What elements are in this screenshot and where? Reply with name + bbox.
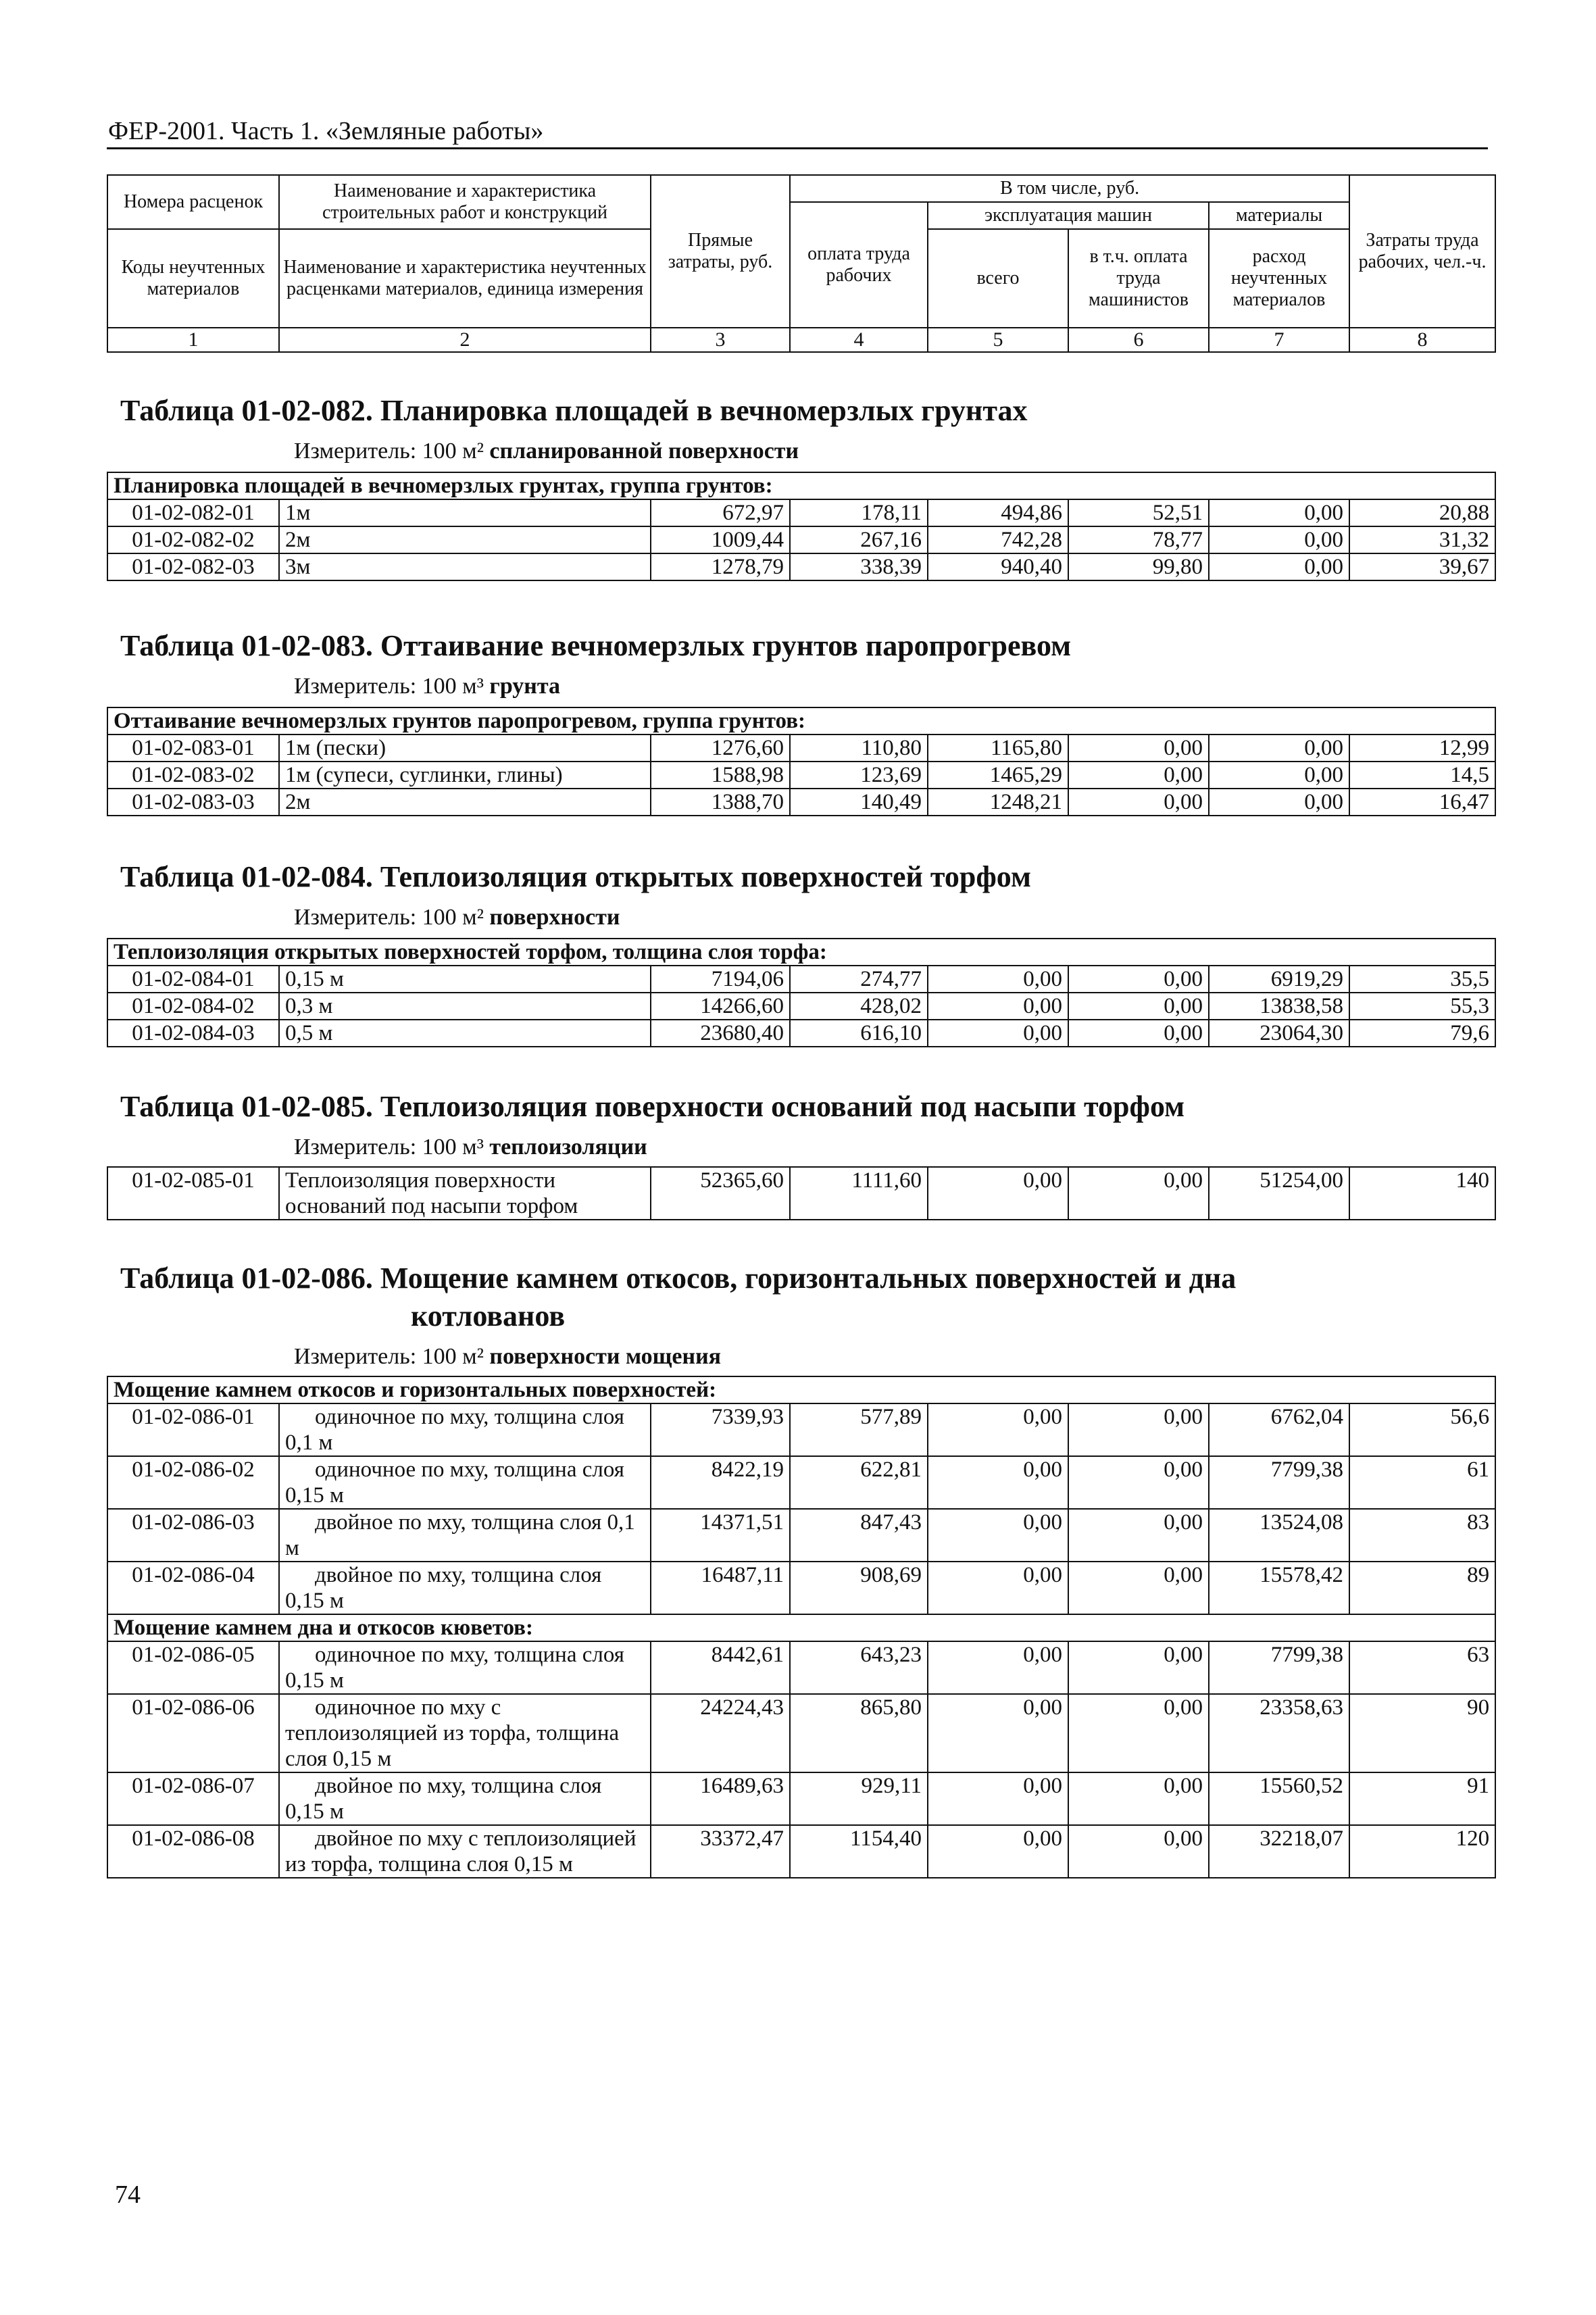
direct-costs: 14371,51 — [651, 1509, 790, 1562]
header-labor-hours: Затраты труда рабочих, чел.-ч. — [1349, 175, 1495, 328]
rate-code: 01-02-086-05 — [107, 1641, 279, 1694]
rate-code: 01-02-084-03 — [107, 1020, 279, 1047]
table-row — [107, 1825, 1495, 1878]
workers-pay: 908,69 — [790, 1562, 928, 1614]
table-083-title: Таблица 01-02-083. Оттаивание вечномерзлых грунтов паропрогревом — [120, 629, 1072, 662]
table-row — [107, 789, 1495, 816]
machinists-pay: 0,00 — [1068, 1772, 1209, 1825]
workers-pay: 847,43 — [790, 1509, 928, 1562]
measure-label: Измеритель: 100 м² — [294, 439, 490, 464]
direct-costs: 672,97 — [651, 499, 790, 526]
machinists-pay: 0,00 — [1068, 1641, 1209, 1694]
materials: 6762,04 — [1209, 1403, 1349, 1456]
machinists-pay: 0,00 — [1068, 966, 1209, 993]
labor-hours: 55,3 — [1349, 993, 1495, 1020]
rate-code: 01-02-086-03 — [107, 1509, 279, 1562]
machinists-pay: 0,00 — [1068, 1456, 1209, 1509]
machinists-pay: 0,00 — [1068, 1509, 1209, 1562]
machines-total: 1465,29 — [928, 762, 1068, 789]
direct-costs: 1588,98 — [651, 762, 790, 789]
materials: 13524,08 — [1209, 1509, 1349, 1562]
machinists-pay: 0,00 — [1068, 789, 1209, 816]
rate-code: 01-02-082-03 — [107, 553, 279, 580]
header-including: В том числе, руб. — [790, 175, 1349, 202]
materials: 23064,30 — [1209, 1020, 1349, 1047]
machines-total: 0,00 — [928, 1562, 1068, 1614]
table-084 — [107, 938, 1496, 1047]
machines-total: 0,00 — [928, 1403, 1068, 1456]
work-name: двойное по мху с теплоизоляцией из торфа, толщина слоя 0,15 м — [279, 1825, 651, 1878]
measure-label: Измеритель: 100 м² — [294, 1344, 490, 1369]
table-083-measure — [294, 673, 560, 700]
table-row — [107, 553, 1495, 580]
table-row — [107, 1167, 1495, 1220]
workers-pay: 123,69 — [790, 762, 928, 789]
labor-hours: 61 — [1349, 1456, 1495, 1509]
header-num-5: 5 — [928, 328, 1068, 352]
header-work-name: Наименование и характеристика строительных работ и конструкций — [279, 175, 651, 229]
labor-hours: 140 — [1349, 1167, 1495, 1220]
header-workers-pay: оплата труда рабочих — [790, 202, 928, 328]
work-name: двойное по мху, толщина слоя 0,1 м — [279, 1509, 651, 1562]
header-num-4: 4 — [790, 328, 928, 352]
machinists-pay: 0,00 — [1068, 1020, 1209, 1047]
header-material-names: Наименование и характеристика неучтенных расценками материалов, единица измерения — [279, 229, 651, 328]
machines-total: 494,86 — [928, 499, 1068, 526]
labor-hours: 90 — [1349, 1694, 1495, 1772]
materials: 32218,07 — [1209, 1825, 1349, 1878]
table-row — [107, 1456, 1495, 1509]
table-row — [107, 993, 1495, 1020]
machines-total: 0,00 — [928, 1509, 1068, 1562]
table-085-measure — [294, 1134, 647, 1161]
measure-value: теплоизоляции — [489, 1135, 647, 1160]
workers-pay: 616,10 — [790, 1020, 928, 1047]
labor-hours: 12,99 — [1349, 735, 1495, 762]
table-086 — [107, 1376, 1496, 1878]
table-082-measure — [294, 438, 799, 465]
materials: 0,00 — [1209, 553, 1349, 580]
machines-total: 0,00 — [928, 1772, 1068, 1825]
work-name: одиночное по мху, толщина слоя 0,15 м — [279, 1456, 651, 1509]
header-machinists-pay: в т.ч. оплата труда машинистов — [1068, 229, 1209, 328]
group-label: Мощение камнем откосов и горизонтальных поверхностей: — [107, 1376, 1495, 1403]
rate-code: 01-02-086-01 — [107, 1403, 279, 1456]
rate-code: 01-02-086-02 — [107, 1456, 279, 1509]
rate-code: 01-02-086-06 — [107, 1694, 279, 1772]
measure-label: Измеритель: 100 м² — [294, 905, 490, 930]
work-name: 1м (пески) — [279, 735, 651, 762]
machinists-pay: 0,00 — [1068, 1562, 1209, 1614]
machines-total: 0,00 — [928, 1020, 1068, 1047]
rate-code: 01-02-082-01 — [107, 499, 279, 526]
table-row — [107, 762, 1495, 789]
labor-hours: 14,5 — [1349, 762, 1495, 789]
table-082-title: Таблица 01-02-082. Планировка площадей в вечномерзлых грунтах — [120, 394, 1028, 427]
measure-value: поверхности мощения — [489, 1344, 722, 1369]
materials: 51254,00 — [1209, 1167, 1349, 1220]
labor-hours: 89 — [1349, 1562, 1495, 1614]
direct-costs: 8422,19 — [651, 1456, 790, 1509]
table-row — [107, 1641, 1495, 1694]
group-label: Теплоизоляция открытых поверхностей торфом, толщина слоя торфа: — [107, 939, 1495, 966]
materials: 7799,38 — [1209, 1456, 1349, 1509]
machinists-pay: 99,80 — [1068, 553, 1209, 580]
work-name: двойное по мху, толщина слоя 0,15 м — [279, 1772, 651, 1825]
machinists-pay: 0,00 — [1068, 993, 1209, 1020]
workers-pay: 1111,60 — [790, 1167, 928, 1220]
measure-label: Измеритель: 100 м³ — [294, 1135, 490, 1160]
work-name: 2м — [279, 526, 651, 553]
table-085-title: Таблица 01-02-085. Теплоизоляция поверхности оснований под насыпи торфом — [120, 1090, 1185, 1123]
table-row — [107, 1772, 1495, 1825]
machines-total: 0,00 — [928, 1825, 1068, 1878]
rate-code: 01-02-082-02 — [107, 526, 279, 553]
table-row — [107, 1403, 1495, 1456]
table-row — [107, 1694, 1495, 1772]
work-name: двойное по мху, толщина слоя 0,15 м — [279, 1562, 651, 1614]
header-num-1: 1 — [107, 328, 279, 352]
rate-code: 01-02-083-03 — [107, 789, 279, 816]
table-086-title: Таблица 01-02-086. Мощение камнем откосов, горизонтальных поверхностей и дна — [120, 1262, 1237, 1295]
workers-pay: 267,16 — [790, 526, 928, 553]
direct-costs: 14266,60 — [651, 993, 790, 1020]
labor-hours: 79,6 — [1349, 1020, 1495, 1047]
machinists-pay: 0,00 — [1068, 1167, 1209, 1220]
workers-pay: 338,39 — [790, 553, 928, 580]
materials: 0,00 — [1209, 789, 1349, 816]
work-name: одиночное по мху, толщина слоя 0,1 м — [279, 1403, 651, 1456]
rate-code: 01-02-084-01 — [107, 966, 279, 993]
workers-pay: 622,81 — [790, 1456, 928, 1509]
machines-total: 940,40 — [928, 553, 1068, 580]
materials: 0,00 — [1209, 499, 1349, 526]
machinists-pay: 0,00 — [1068, 735, 1209, 762]
direct-costs: 16487,11 — [651, 1562, 790, 1614]
direct-costs: 52365,60 — [651, 1167, 790, 1220]
measure-value: поверхности — [489, 905, 620, 930]
machinists-pay: 0,00 — [1068, 1694, 1209, 1772]
labor-hours: 56,6 — [1349, 1403, 1495, 1456]
measure-value: спланированной поверхности — [489, 439, 799, 464]
workers-pay: 865,80 — [790, 1694, 928, 1772]
labor-hours: 120 — [1349, 1825, 1495, 1878]
group-label: Оттаивание вечномерзлых грунтов паропрогревом, группа грунтов: — [107, 707, 1495, 735]
materials: 0,00 — [1209, 762, 1349, 789]
machines-total: 1248,21 — [928, 789, 1068, 816]
head-rule — [107, 147, 1488, 149]
machines-total: 0,00 — [928, 966, 1068, 993]
header-rates-number: Номера расценок — [107, 175, 279, 229]
workers-pay: 140,49 — [790, 789, 928, 816]
materials: 13838,58 — [1209, 993, 1349, 1020]
group-label: Планировка площадей в вечномерзлых грунтах, группа грунтов: — [107, 472, 1495, 499]
work-name: одиночное по мху, толщина слоя 0,15 м — [279, 1641, 651, 1694]
direct-costs: 23680,40 — [651, 1020, 790, 1047]
direct-costs: 1278,79 — [651, 553, 790, 580]
workers-pay: 577,89 — [790, 1403, 928, 1456]
machines-total: 0,00 — [928, 993, 1068, 1020]
measure-value: грунта — [489, 674, 560, 699]
direct-costs: 8442,61 — [651, 1641, 790, 1694]
running-head: ФЕР-2001. Часть 1. «Земляные работы» — [108, 117, 544, 145]
work-name: 0,5 м — [279, 1020, 651, 1047]
machines-total: 0,00 — [928, 1456, 1068, 1509]
work-name: 2м — [279, 789, 651, 816]
table-084-measure — [294, 904, 620, 931]
materials: 0,00 — [1209, 526, 1349, 553]
materials: 6919,29 — [1209, 966, 1349, 993]
workers-pay: 428,02 — [790, 993, 928, 1020]
work-name: одиночное по мху с теплоизоляцией из торфа, толщина слоя 0,15 м — [279, 1694, 651, 1772]
rate-code: 01-02-083-02 — [107, 762, 279, 789]
table-row — [107, 966, 1495, 993]
machines-total: 0,00 — [928, 1641, 1068, 1694]
rate-code: 01-02-086-07 — [107, 1772, 279, 1825]
direct-costs: 33372,47 — [651, 1825, 790, 1878]
direct-costs: 16489,63 — [651, 1772, 790, 1825]
table-row — [107, 1020, 1495, 1047]
rate-code: 01-02-083-01 — [107, 735, 279, 762]
machinists-pay: 78,77 — [1068, 526, 1209, 553]
header-num-7: 7 — [1209, 328, 1349, 352]
header-materials: материалы — [1209, 202, 1349, 229]
labor-hours: 39,67 — [1349, 553, 1495, 580]
header-machines: эксплуатация машин — [928, 202, 1209, 229]
machinists-pay: 0,00 — [1068, 1825, 1209, 1878]
machinists-pay: 52,51 — [1068, 499, 1209, 526]
header-num-6: 6 — [1068, 328, 1209, 352]
header-material-codes: Коды неучтенных материалов — [107, 229, 279, 328]
rate-code: 01-02-085-01 — [107, 1167, 279, 1220]
labor-hours: 20,88 — [1349, 499, 1495, 526]
workers-pay: 929,11 — [790, 1772, 928, 1825]
materials: 0,00 — [1209, 735, 1349, 762]
labor-hours: 63 — [1349, 1641, 1495, 1694]
table-086-measure — [294, 1343, 721, 1370]
page-number: 74 — [115, 2181, 141, 2209]
measure-label: Измеритель: 100 м³ — [294, 674, 490, 699]
labor-hours: 35,5 — [1349, 966, 1495, 993]
work-name: Теплоизоляция поверхности оснований под насыпи торфом — [279, 1167, 651, 1220]
header-num-3: 3 — [651, 328, 790, 352]
labor-hours: 31,32 — [1349, 526, 1495, 553]
table-row — [107, 499, 1495, 526]
direct-costs: 1388,70 — [651, 789, 790, 816]
header-num-8: 8 — [1349, 328, 1495, 352]
machinists-pay: 0,00 — [1068, 762, 1209, 789]
machinists-pay: 0,00 — [1068, 1403, 1209, 1456]
workers-pay: 274,77 — [790, 966, 928, 993]
rate-code: 01-02-086-08 — [107, 1825, 279, 1878]
workers-pay: 643,23 — [790, 1641, 928, 1694]
table-085 — [107, 1166, 1496, 1220]
machines-total: 0,00 — [928, 1167, 1068, 1220]
machines-total: 0,00 — [928, 1694, 1068, 1772]
workers-pay: 178,11 — [790, 499, 928, 526]
work-name: 0,3 м — [279, 993, 651, 1020]
table-083 — [107, 707, 1496, 816]
work-name: 3м — [279, 553, 651, 580]
labor-hours: 16,47 — [1349, 789, 1495, 816]
table-082 — [107, 472, 1496, 581]
rate-code: 01-02-084-02 — [107, 993, 279, 1020]
direct-costs: 1276,60 — [651, 735, 790, 762]
work-name: 1м — [279, 499, 651, 526]
work-name: 1м (супеси, суглинки, глины) — [279, 762, 651, 789]
materials: 15578,42 — [1209, 1562, 1349, 1614]
machines-total: 1165,80 — [928, 735, 1068, 762]
materials: 23358,63 — [1209, 1694, 1349, 1772]
work-name: 0,15 м — [279, 966, 651, 993]
direct-costs: 7194,06 — [651, 966, 790, 993]
table-084-title: Таблица 01-02-084. Теплоизоляция открытых поверхностей торфом — [120, 860, 1031, 893]
labor-hours: 83 — [1349, 1509, 1495, 1562]
header-num-2: 2 — [279, 328, 651, 352]
table-row — [107, 526, 1495, 553]
workers-pay: 1154,40 — [790, 1825, 928, 1878]
workers-pay: 110,80 — [790, 735, 928, 762]
direct-costs: 24224,43 — [651, 1694, 790, 1772]
table-row — [107, 1562, 1495, 1614]
group-label: Мощение камнем дна и откосов кюветов: — [107, 1614, 1495, 1641]
materials: 15560,52 — [1209, 1772, 1349, 1825]
table-086-title-cont: котлованов — [411, 1299, 566, 1333]
rate-code: 01-02-086-04 — [107, 1562, 279, 1614]
direct-costs: 7339,93 — [651, 1403, 790, 1456]
header-unaccounted-materials: расход неучтенных материалов — [1209, 229, 1349, 328]
materials: 7799,38 — [1209, 1641, 1349, 1694]
column-header-table — [107, 174, 1496, 353]
header-direct-costs: Прямые затраты, руб. — [651, 175, 790, 328]
machines-total: 742,28 — [928, 526, 1068, 553]
labor-hours: 91 — [1349, 1772, 1495, 1825]
table-row — [107, 1509, 1495, 1562]
header-machines-total: всего — [928, 229, 1068, 328]
direct-costs: 1009,44 — [651, 526, 790, 553]
table-row — [107, 735, 1495, 762]
